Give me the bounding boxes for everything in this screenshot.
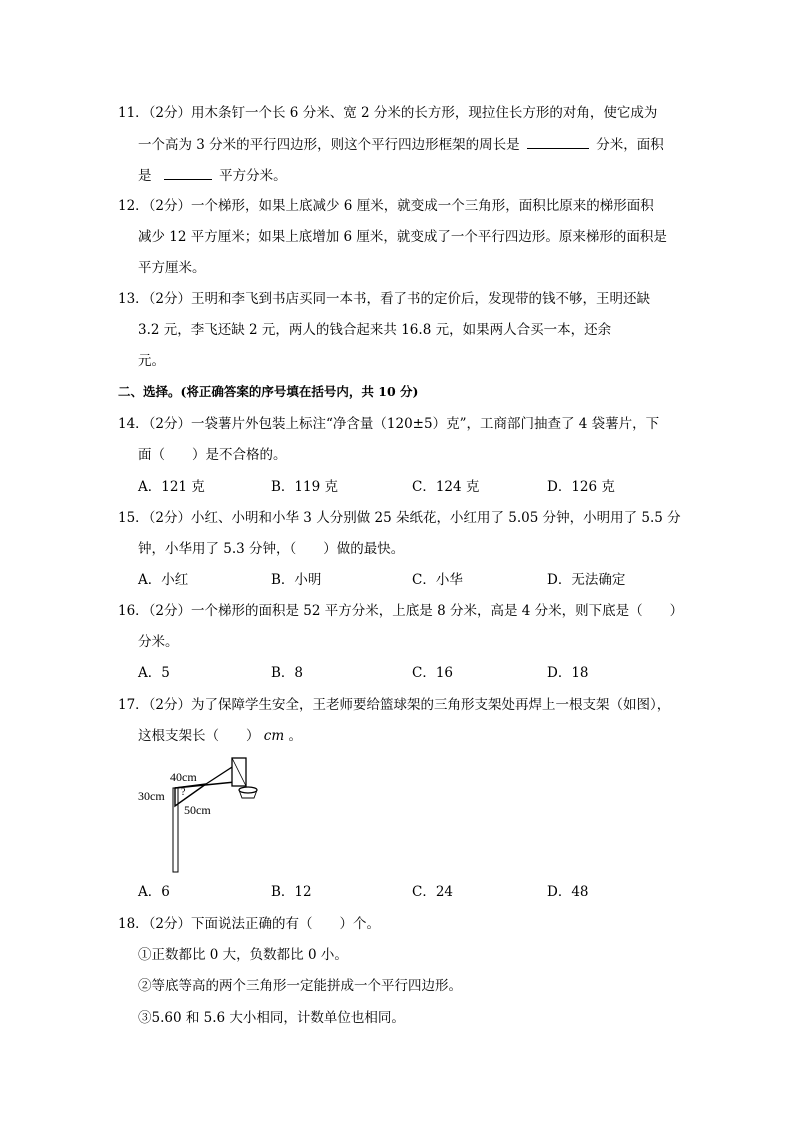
q17-option-c[interactable]: C．24 xyxy=(412,884,454,900)
net-shape xyxy=(239,790,257,798)
q16-options xyxy=(138,663,698,683)
q15-option-a[interactable]: A．小红 xyxy=(138,572,189,588)
label-40cm: 40cm xyxy=(170,770,197,784)
q11-line3 xyxy=(138,165,287,186)
q13-line2: 3.2 元，李飞还缺 2 元，两人的钱合起来共 16.8 元，如果两人合买一本，还余 xyxy=(138,322,612,338)
q12-line1: 12．（2分）一个梯形，如果上底减少 6 厘米，就变成一个三角形，面积比原来的梯形面积 xyxy=(118,198,654,214)
q16-option-b[interactable]: B．8 xyxy=(271,665,304,681)
label-30cm: 30cm xyxy=(138,789,165,803)
q13-line3: 元。 xyxy=(138,353,165,369)
hoop-shape xyxy=(239,787,257,793)
q14-option-c[interactable]: C．124 克 xyxy=(412,479,480,495)
q11-line3-text: 是 xyxy=(138,168,152,184)
q15-options xyxy=(138,570,698,590)
q11-line3-tail: 平方分米。 xyxy=(219,168,287,184)
q17-option-a[interactable]: A．6 xyxy=(138,884,170,900)
q16-option-d[interactable]: D．18 xyxy=(547,665,589,681)
q17-option-b[interactable]: B．12 xyxy=(271,884,312,900)
q16-option-a[interactable]: A．5 xyxy=(138,665,170,681)
q11-line1: 11．（2分）用木条钉一个长 6 分米、宽 2 分米的长方形，现拉住长方形的对角，使它成为 xyxy=(118,105,658,121)
q17-unit: cm xyxy=(263,728,285,744)
basketball-stand-diagram xyxy=(138,752,268,874)
q15-option-c[interactable]: C．小华 xyxy=(412,572,463,588)
q18-statement-1: ①正数都比 0 大，负数都比 0 小。 xyxy=(138,947,348,963)
q17-line2 xyxy=(138,726,302,746)
basketball-stand-figure xyxy=(138,752,268,874)
q15-option-d[interactable]: D．无法确定 xyxy=(547,572,626,588)
q14-line2: 面（ ）是不合格的。 xyxy=(138,447,287,463)
q16-line1: 16．（2分）一个梯形的面积是 52 平方分米，上底是 8 分米，高是 4 分米，则下底是（ ） xyxy=(118,603,684,619)
q12-line2: 减少 12 平方厘米；如果上底增加 6 厘米，就变成了一个平行四边形。原来梯形的面积是 xyxy=(138,229,667,245)
q12-line3: 平方厘米。 xyxy=(138,260,206,276)
q13-line1: 13．（2分）王明和李飞到书店买同一本书，看了书的定价后，发现带的钱不够，王明还缺 xyxy=(118,291,651,307)
q17-line2-tail: 。 xyxy=(288,728,302,744)
q17-line1: 17．（2分）为了保障学生安全，王老师要给篮球架的三角形支架处再焊上一根支架（如图）， xyxy=(118,697,671,713)
q17-option-d[interactable]: D．48 xyxy=(547,884,589,900)
q16-line2: 分米。 xyxy=(138,634,179,650)
q16-option-c[interactable]: C．16 xyxy=(412,665,454,681)
section-heading-choice: 二、选择。(将正确答案的序号填在括号内，共 10 分) xyxy=(118,384,419,399)
q11-answer-blank-1[interactable] xyxy=(527,134,589,149)
q18-statement-3: ③5.60 和 5.6 大小相同，计数单位也相同。 xyxy=(138,1010,405,1026)
q11-answer-blank-2[interactable] xyxy=(164,165,212,180)
q17-options xyxy=(138,882,698,902)
q14-options xyxy=(138,477,698,497)
q17-line2-text: 这根支架长（ ） xyxy=(138,728,260,744)
q11-line2 xyxy=(138,134,664,155)
label-question-mark: ? xyxy=(181,787,186,798)
q14-line1: 14．（2分）一袋薯片外包装上标注“净含量（120±5）克”，工商部门抽查了 4 袋薯片，下 xyxy=(118,416,660,432)
label-50cm: 50cm xyxy=(184,803,211,817)
q11-line2-tail: 分米，面积 xyxy=(596,137,664,153)
q14-option-b[interactable]: B．119 克 xyxy=(271,479,338,495)
q18-statement-2: ②等底等高的两个三角形一定能拼成一个平行四边形。 xyxy=(138,978,462,994)
q15-line2: 钟，小华用了 5.3 分钟，（ ）做的最快。 xyxy=(138,541,405,557)
q14-option-a[interactable]: A．121 克 xyxy=(138,479,205,495)
q11-line2-text: 一个高为 3 分米的平行四边形，则这个平行四边形框架的周长是 xyxy=(138,137,520,153)
q15-option-b[interactable]: B．小明 xyxy=(271,572,322,588)
q14-option-d[interactable]: D．126 克 xyxy=(547,479,615,495)
q15-line1: 15．（2分）小红、小明和小华 3 人分别做 25 朵纸花，小红用了 5.05 分钟，小明用了 5.5 分 xyxy=(118,510,681,526)
q18-line1: 18．（2分）下面说法正确的有（ ）个。 xyxy=(118,916,381,932)
